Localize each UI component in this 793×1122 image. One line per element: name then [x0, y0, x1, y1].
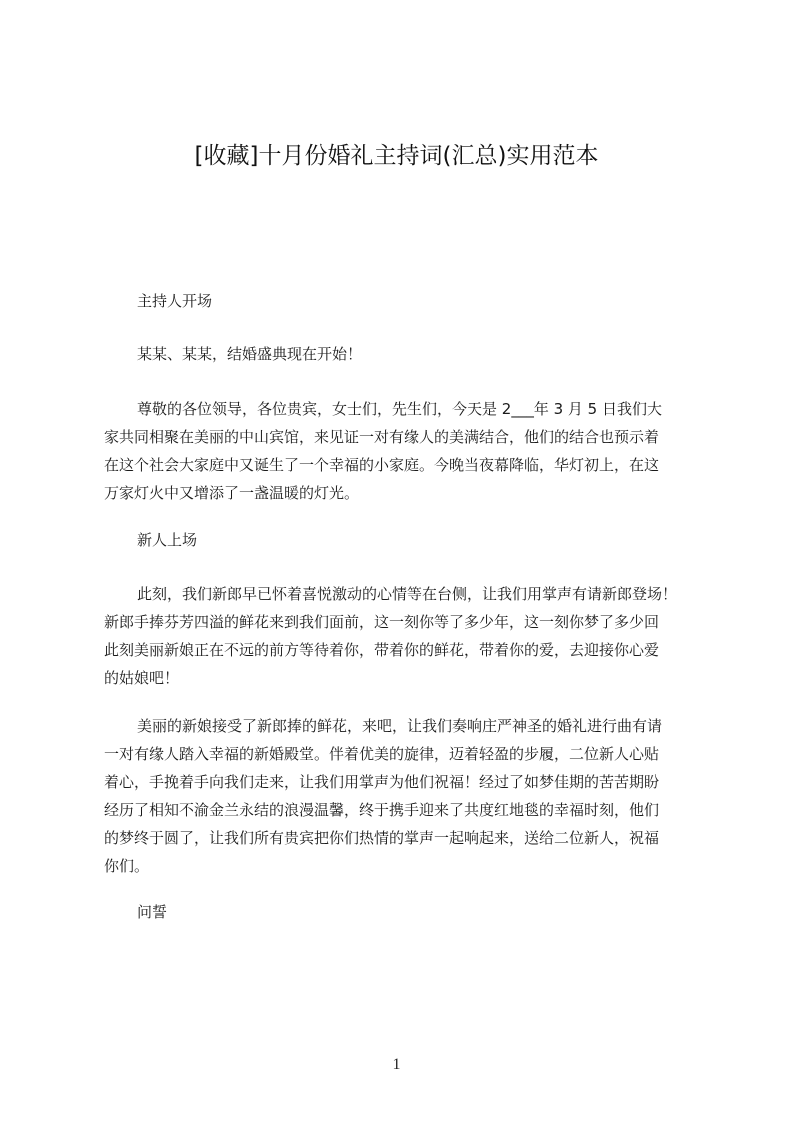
paragraph-line: 的梦终于圆了，让我们所有贵宾把你们热情的掌声一起响起来，送给二位新人，祝福 [104, 829, 660, 847]
document-title: [收藏]十月份婚礼主持词(汇总)实用范本 [194, 143, 599, 169]
paragraph-line: 此刻美丽新娘正在不远的前方等待着你，带着你的鲜花，带着你的爱，去迎接你心爱 [104, 641, 660, 659]
paragraph-welcome [104, 395, 704, 507]
paragraph-line: 在这个社会大家庭中又诞生了一个幸福的小家庭。今晚当夜幕降临，华灯初上，在这 [104, 456, 660, 474]
paragraph-line: 家共同相聚在美丽的中山宾馆，来见证一对有缘人的美满结合，他们的结合也预示着 [104, 428, 660, 446]
paragraph-line: 此刻，我们新郎早已怀着喜悦激动的心情等在台侧，让我们用掌声有请新郎登场！ [137, 585, 678, 603]
opening-announcement: 某某、某某，结婚盛典现在开始！ [137, 345, 363, 363]
section-heading-opening: 主持人开场 [137, 292, 213, 310]
paragraph-line: 万家灯火中又增添了一盏温暖的灯光。 [104, 484, 360, 502]
paragraph-line: 你们。 [104, 857, 150, 875]
paragraph-line: 经历了相知不渝金兰永结的浪漫温馨，终于携手迎来了共度红地毯的幸福时刻，他们 [104, 801, 660, 819]
section-heading-couple-entrance: 新人上场 [137, 531, 198, 549]
paragraph-line: 美丽的新娘接受了新郎捧的鲜花，来吧，让我们奏响庄严神圣的婚礼进行曲有请 [137, 717, 663, 735]
paragraph-line: 的姑娘吧！ [104, 669, 180, 687]
paragraph-bride-entrance [104, 712, 704, 880]
page-number: 1 [392, 1056, 401, 1073]
paragraph-groom-entrance [104, 580, 704, 692]
paragraph-line: 一对有缘人踏入幸福的新婚殿堂。伴着优美的旋律，迈着轻盈的步履，二位新人心贴 [104, 745, 660, 763]
paragraph-line: 新郎手捧芬芳四溢的鲜花来到我们面前，这一刻你等了多少年，这一刻你梦了多少回 [104, 613, 660, 631]
section-heading-vows: 问誓 [137, 903, 168, 921]
paragraph-line: 尊敬的各位领导，各位贵宾，女士们，先生们，今天是 2___年 3 月 5 日我们大 [137, 400, 662, 418]
paragraph-line: 着心，手挽着手向我们走来，让我们用掌声为他们祝福！经过了如梦佳期的苦苦期盼 [104, 773, 660, 791]
